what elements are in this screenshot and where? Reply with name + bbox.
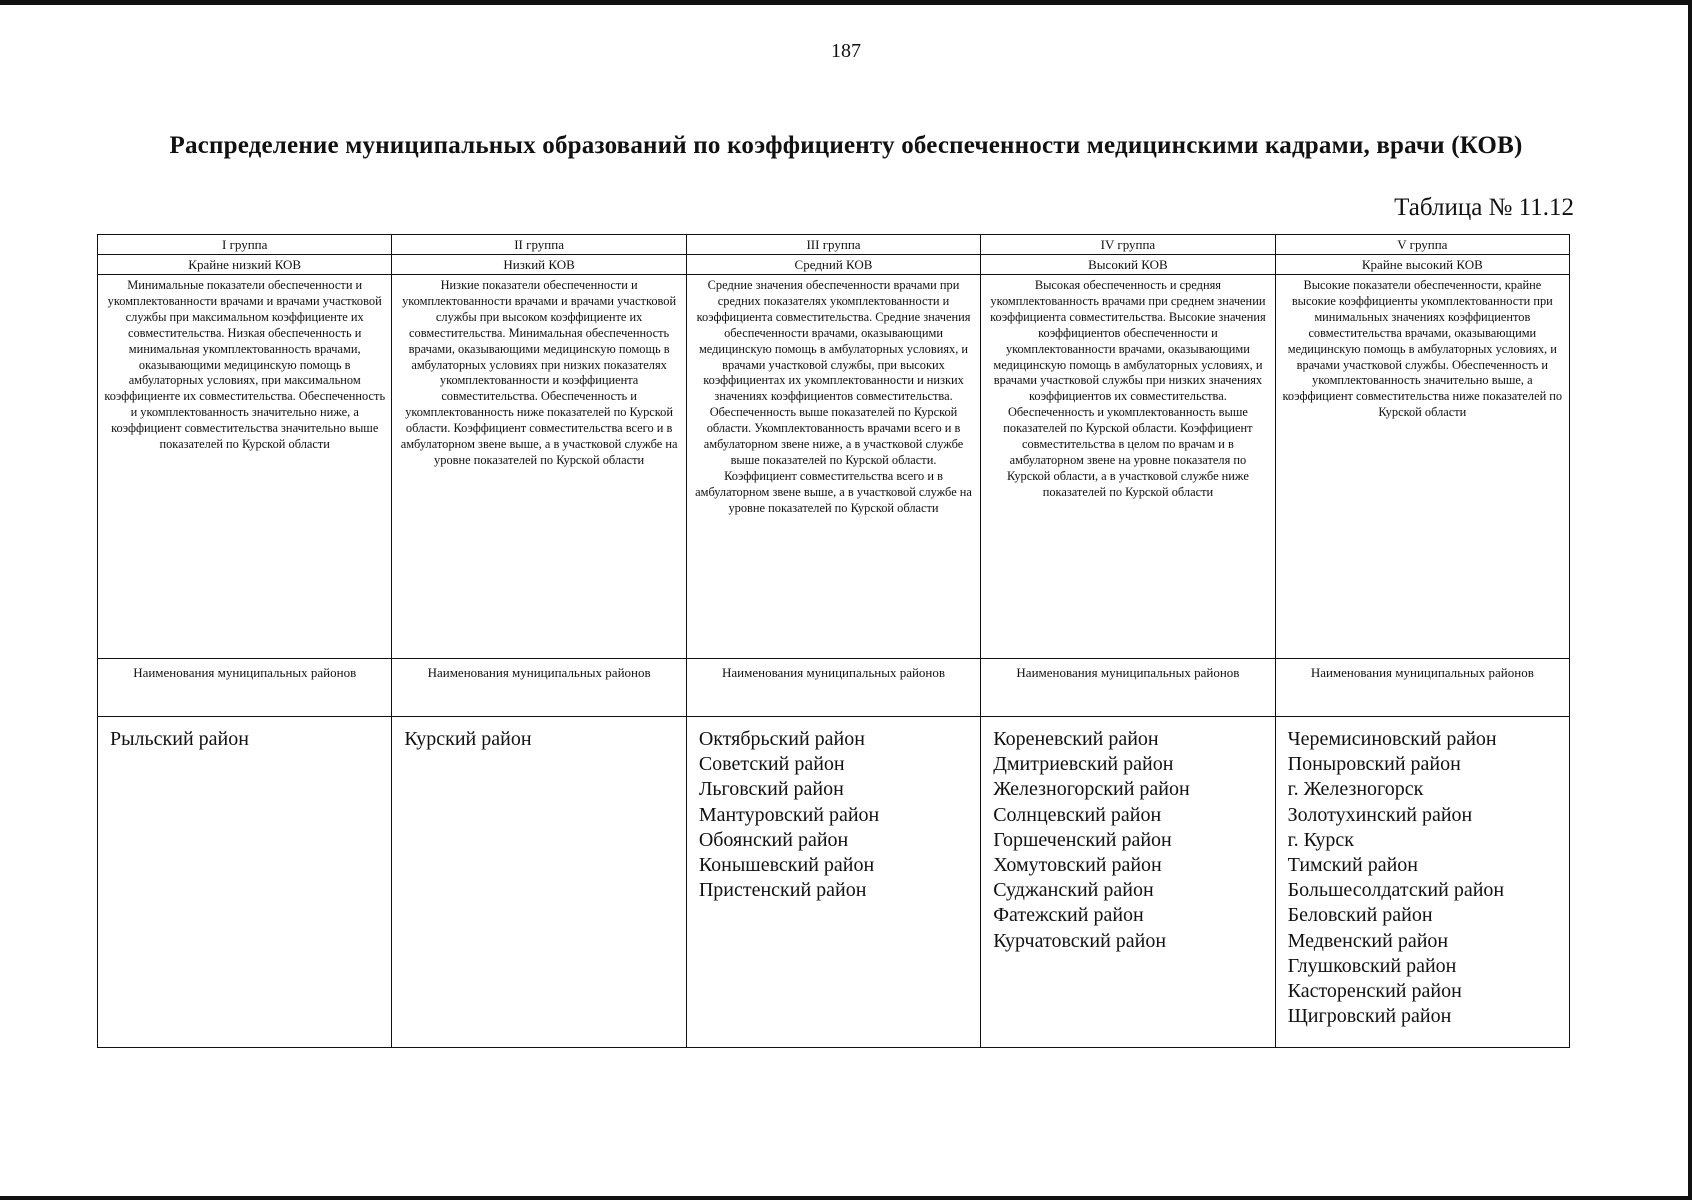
kov-level-cell: Средний КОВ [687, 255, 980, 275]
group-description-cell: Минимальные показатели обеспеченности и укомплектованности врачами и врачами участковой службы при максимальном коэффициенте их совместительства. Низкая обеспеченность и минимальная укомплектованность врачами, оказывающими медицинскую помощь в амбулаторных условиях, при максимальном коэффициенте их совместительства. Обеспеченность и укомплектованность значительно ниже, а коэффициент совместительства значительно выше показателей по Курской области [98, 275, 391, 659]
group-description-cell: Высокие показатели обеспеченности, крайне высокие коэффициенты укомплектованности при минимальных значениях коэффициентов совместительства врачами, оказывающими медицинскую помощь в амбулаторных условиях, и врачами участковой службы. Обеспеченность и укомплектованность значительно выше, а коэффициент совместительства ниже показателей по Курской области [1276, 275, 1569, 659]
district-item: г. Курск [1287, 828, 1355, 851]
district-item: Хомутовский район [993, 854, 1162, 877]
district-item: Глушковский район [1287, 954, 1457, 977]
district-list-header: Наименования муниципальных районов [98, 659, 391, 717]
district-item: Большесолдатский район [1287, 879, 1505, 902]
kov-level-cell: Высокий КОВ [981, 255, 1274, 275]
group-name-cell: II группа [392, 235, 685, 255]
group-name-cell: I группа [98, 235, 391, 255]
district-item: Железногорский район [993, 778, 1190, 801]
district-item: Советский район [698, 753, 845, 776]
district-item: Обоянский район [698, 828, 849, 851]
page-number: 187 [831, 40, 861, 62]
group-name-cell: V группа [1276, 235, 1569, 255]
district-item: Октябрьский район [698, 728, 865, 750]
district-item: Касторенский район [1287, 980, 1462, 1003]
scan-border-bottom [0, 1196, 1692, 1200]
group-description-cell: Средние значения обеспеченности врачами при средних показателях укомплектованности и коэффициента совместительства. Средние значения обеспеченности врачами, оказывающими медицинскую помощь в амбулаторных условиях, и врачами участковой службы, при высоких коэффициентах их укомплектованности и низких значениях коэффициентов совместительства. Обеспеченность выше показателей по Курской области. Укомплектованность врачами всего и в амбулаторном звене ниже, а в участковой службе выше показателей по Курской области. Коэффициент совместительства всего и в амбулаторном звене выше, а в участковой службе на уровне показателей по Курской области [687, 275, 980, 659]
district-item: Золотухинский район [1287, 803, 1473, 826]
scan-border-top [0, 0, 1692, 5]
district-item: Льговский район [698, 778, 844, 801]
group-name-cell: IV группа [981, 235, 1274, 255]
district-list [392, 717, 685, 1047]
kov-level-cell: Крайне высокий КОВ [1276, 255, 1569, 275]
district-item: Черемисиновский район [1287, 728, 1497, 750]
district-item: Мантуровский район [698, 803, 880, 826]
table-column-group-2 [392, 235, 686, 1047]
district-list [687, 717, 980, 1047]
document-title: Распределение муниципальных образований по коэффициенту обеспеченности медицинскими кадрами, врачи (КОВ) [169, 132, 1523, 159]
district-list [981, 717, 1274, 1047]
district-item: Конышевский район [698, 854, 875, 877]
scan-border-right [1688, 0, 1692, 1200]
district-item: Медвенский район [1287, 929, 1449, 952]
table-column-group-4 [981, 235, 1275, 1047]
district-item: Курский район [404, 728, 532, 750]
district-item: Щигровский район [1287, 1005, 1452, 1028]
group-description-cell: Низкие показатели обеспеченности и укомплектованности врачами и врачами участковой службы при высоком коэффициенте их совместительства. Минимальная обеспеченность врачами, оказывающими медицинскую помощь в амбулаторных условиях при низких показателях укомплектованности и коэффициента совместительства. Обеспеченность и укомплектованность ниже показателей по Курской области. Коэффициент совместительства всего и в амбулаторном звене выше, а в участковой службе на уровне показателей по Курской области [392, 275, 685, 659]
district-item: Суджанский район [993, 879, 1154, 902]
district-item: г. Железногорск [1287, 778, 1424, 801]
district-list [98, 717, 391, 1047]
table-column-group-3 [687, 235, 981, 1047]
district-item: Беловский район [1287, 904, 1433, 927]
kov-level-cell: Низкий КОВ [392, 255, 685, 275]
group-description-cell: Высокая обеспеченность и средняя укомплектованность врачами при среднем значении коэффициента совместительства. Высокие значения коэффициентов обеспеченности и укомплектованности врачами, оказывающими медицинскую помощь в амбулаторных условиях, и врачами участковой службы при низких значениях коэффициентов их совместительства. Обеспеченность и укомплектованность выше показателей по Курской области. Коэффициент совместительства в целом по врачам и в амбулаторном звене на уровне показателя по Курской области, а в участковой службе ниже показателей по Курской области [981, 275, 1274, 659]
district-item: Пристенский район [698, 879, 867, 902]
district-item: Горшеченский район [993, 828, 1172, 851]
district-item: Поныровский район [1287, 753, 1461, 776]
group-name-cell: III группа [687, 235, 980, 255]
district-item: Кореневский район [993, 728, 1159, 750]
district-list-header: Наименования муниципальных районов [392, 659, 685, 717]
district-list-header: Наименования муниципальных районов [1276, 659, 1569, 717]
district-list-header: Наименования муниципальных районов [981, 659, 1274, 717]
table-column-group-5 [1276, 235, 1569, 1047]
table-column-group-1 [98, 235, 392, 1047]
district-item: Дмитриевский район [993, 753, 1174, 776]
district-item: Фатежский район [993, 904, 1144, 927]
table-caption: Таблица № 11.12 [1394, 194, 1574, 221]
district-item: Тимский район [1287, 854, 1418, 877]
district-item: Рыльский район [110, 728, 249, 750]
district-list [1276, 717, 1569, 1047]
district-item: Солнцевский район [993, 803, 1162, 826]
district-list-header: Наименования муниципальных районов [687, 659, 980, 717]
district-item: Курчатовский район [993, 929, 1167, 952]
kov-level-cell: Крайне низкий КОВ [98, 255, 391, 275]
distribution-table [97, 234, 1570, 1048]
